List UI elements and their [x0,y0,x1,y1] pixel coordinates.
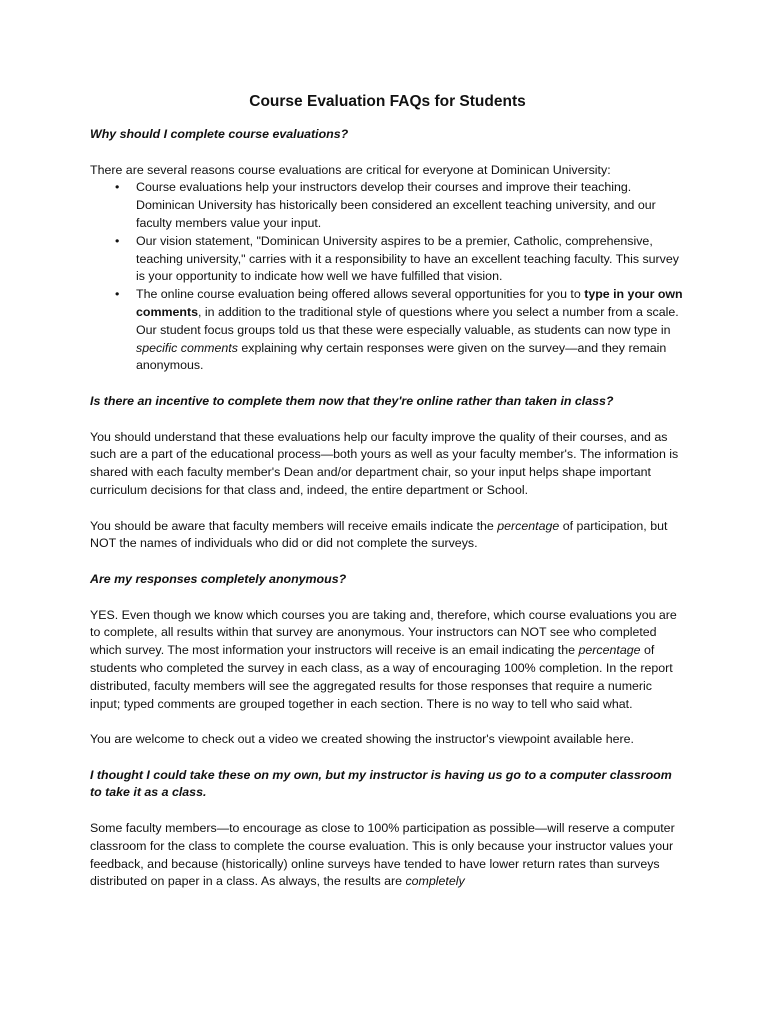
paragraph-text-italic: percentage [497,518,560,533]
faq-question: Are my responses completely anonymous? [90,571,347,586]
list-item [115,233,685,286]
faq-answer-paragraph [90,820,685,891]
faq-question: Why should I complete course evaluations? [90,127,349,141]
faq-section-computer-classroom [90,767,685,892]
faq-question: Is there an incentive to complete them now that they're online rather than taken in class? [90,393,614,408]
paragraph-text-pre: YES. Even though we know which courses you are taking and, therefore, which course evaluations you are to complete, all results within that survey are anonymous. Your instructors can NOT see who completed which survey. The most information your instructors will receive is an email indicating the [90,607,677,658]
faq-answer-paragraph: You are welcome to check out a video we created showing the instructor's viewpoint available here. [90,732,634,747]
list-item-text-bold: type in your own comments [136,287,683,319]
bullet-icon: • [115,180,120,195]
paragraph-text-post: of students who completed the survey in each class, as a way of encouraging 100% completion. In the report distributed, faculty members will see the aggregated results for those responses that require a numeric input; typed comments are grouped together in each section. There is no way to tell who said what. [90,643,673,711]
paragraph-text-italic: percentage [578,643,641,658]
list-item-text: Course evaluations help your instructors develop their courses and improve their teaching. Dominican University has historically been considered an excellent teaching university, and our faculty members value your input. [136,180,656,230]
faq-intro: There are several reasons course evaluations are critical for everyone at Dominican University: [90,162,611,177]
list-item-text-post: explaining why certain responses were given on the survey—and they remain anonymous. [136,340,667,373]
faq-question: I thought I could take these on my own, but my instructor is having us go to a computer classroom to take it as a class. [90,767,672,800]
paragraph-text-pre: Some faculty members—to encourage as close to 100% participation as possible—will reserve a computer classroom for the class to complete the course evaluation. This is only because your instructor values your feedback, and because (historically) online surveys have tended to have lower return rates than surveys distributed on paper in a class. As always, the results are [90,821,675,889]
list-item [115,179,685,232]
page-title: Course Evaluation FAQs for Students [249,93,526,110]
list-item [115,286,685,375]
faq-section-incentive [90,393,685,553]
document-page [90,92,685,909]
faq-answer-paragraph: You should understand that these evaluations help our faculty improve the quality of their courses, and as such are a part of the educational process—both yours as well as your faculty member's. The information is shared with each faculty member's Dean and/or department chair, so your input helps shape important curriculum decisions for that class and, indeed, the entire department or School. [90,429,679,497]
paragraph-text-italic: completely [405,874,465,889]
faq-answer-paragraph [90,607,685,714]
paragraph-text-post: of participation, but NOT the names of individuals who did or did not complete the surveys. [90,518,668,551]
list-item-text-mid: , in addition to the traditional style of questions where you select a number from a scale. Our student focus groups told us that these were especially valuable, as students can now type in [136,304,679,337]
list-item-text-pre: The online course evaluation being offered allows several opportunities for you to [136,287,585,302]
list-item-text-italic: specific comments [136,340,238,355]
reasons-list [90,179,685,375]
bullet-icon: • [115,233,120,248]
faq-answer-paragraph [90,518,685,554]
paragraph-text-pre: You should be aware that faculty members will receive emails indicate the [90,518,498,533]
faq-section-why-complete [90,126,685,375]
faq-section-anonymous [90,571,685,749]
list-item-text: Our vision statement, "Dominican University aspires to be a premier, Catholic, comprehensive, teaching university," carries with it a responsibility to have an excellent teaching faculty. This survey is your opportunity to indicate how well we have fulfilled that vision. [136,233,679,284]
bullet-icon: • [115,287,120,302]
